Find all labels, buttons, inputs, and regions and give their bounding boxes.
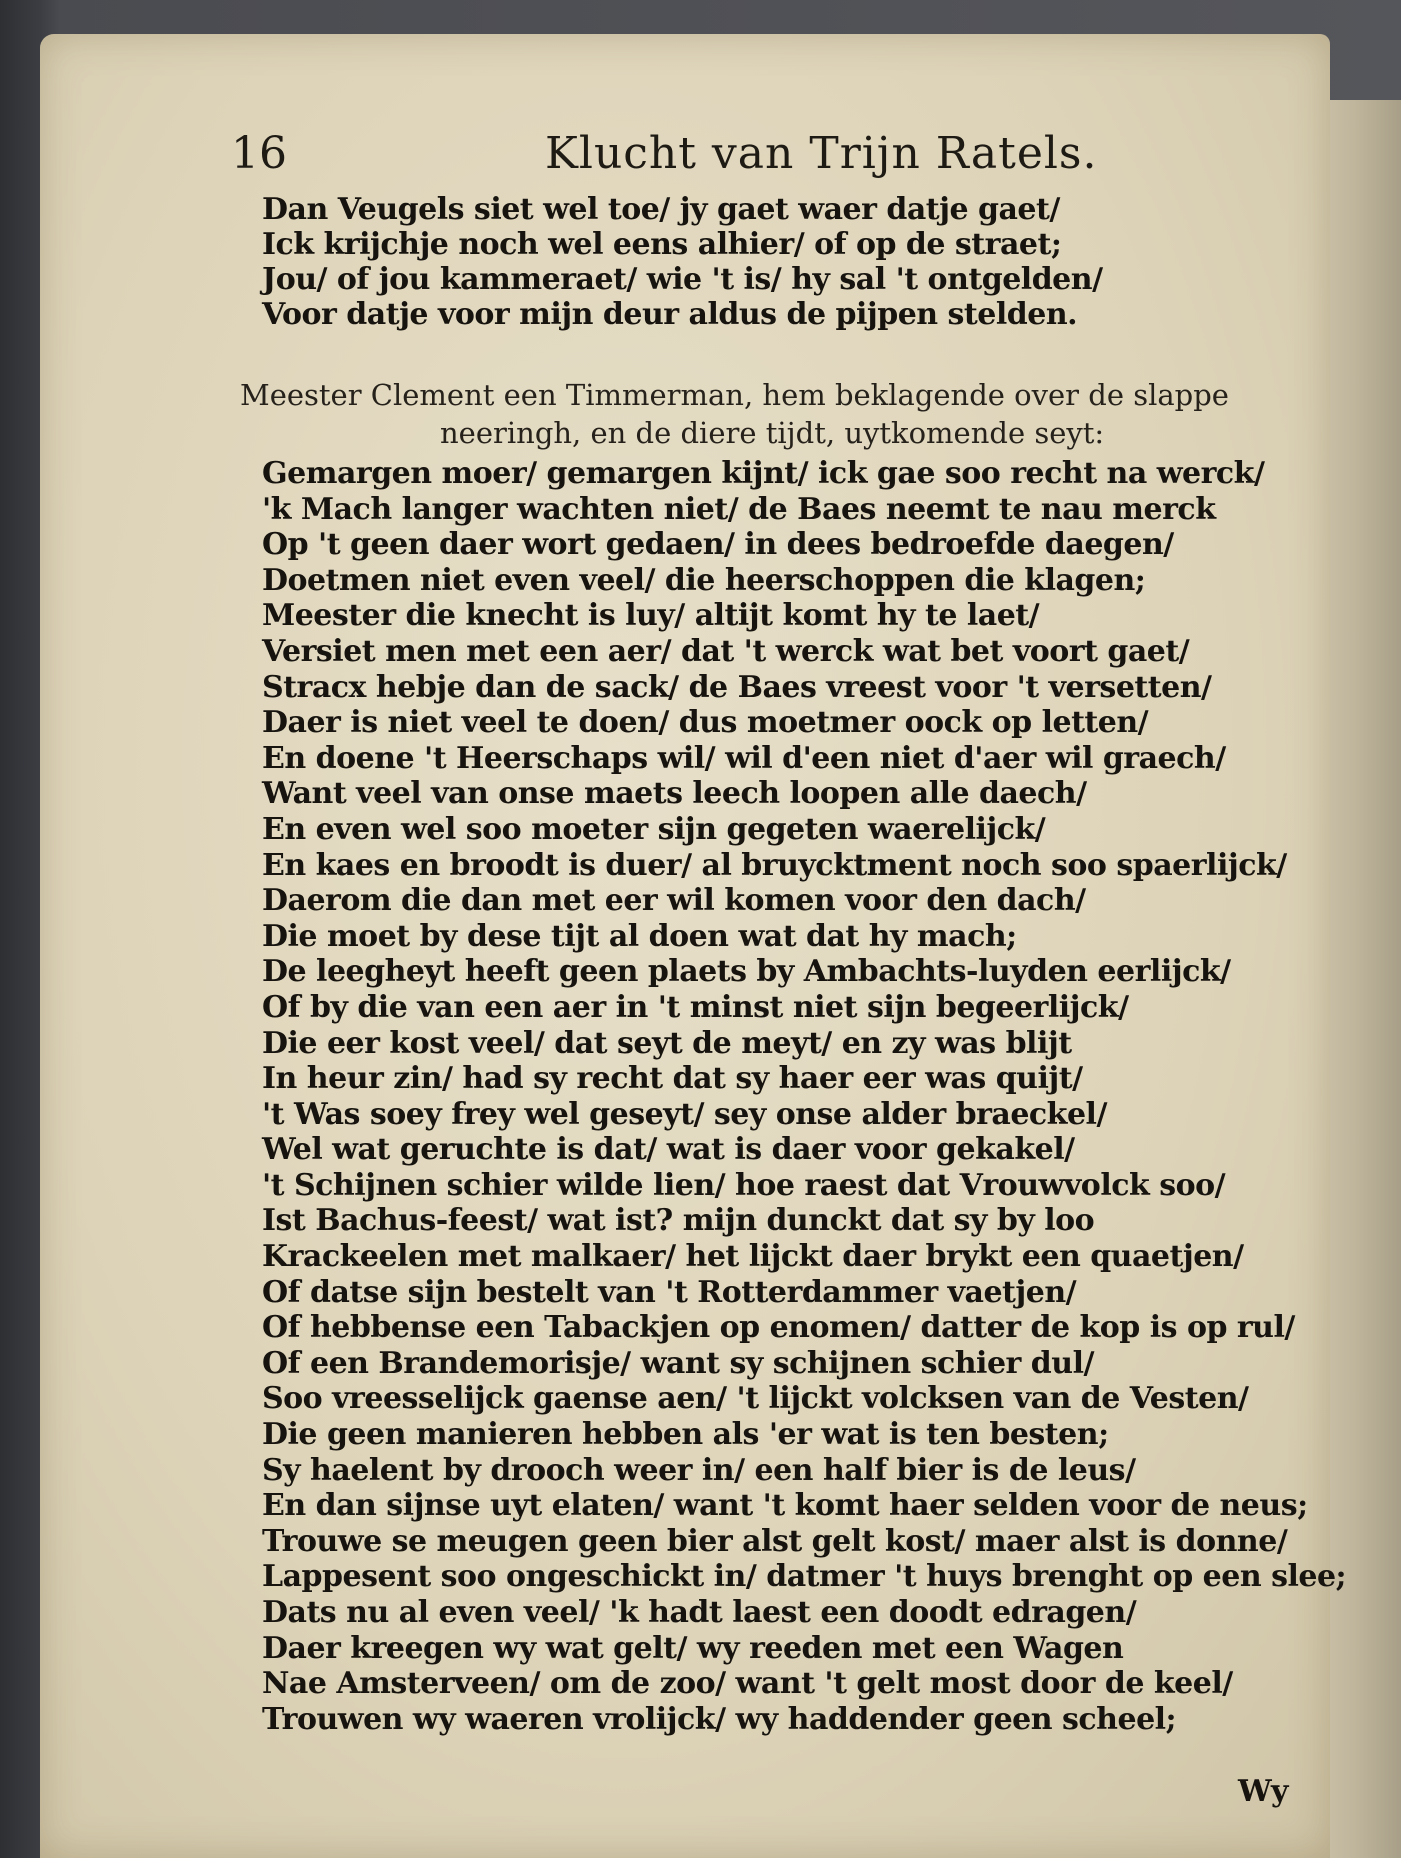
verse-line: Of een Brandemorisje/ want sy schijnen schier dul/ [262,1345,1094,1381]
verse-line: De leegheyt heeft geen plaets by Ambachts-luyden eerlijck/ [262,954,1231,990]
verse-line: Ick krijchje noch wel eens alhier/ of op de straet; [262,227,1062,262]
verse-line: 't Was soey frey wel geseyt/ sey onse alder braeckel/ [262,1096,1107,1132]
running-title: Klucht van Trijn Ratels. [545,128,1098,179]
stage-direction-line: Meester Clement een Timmerman, hem beklagende over de slappe [240,378,1229,412]
verse-line: Versiet men met een aer/ dat 't werck wat bet voort gaet/ [262,633,1190,669]
verse-line: Trouwe se meugen geen bier alst gelt kost/ maer alst is donne/ [262,1523,1288,1559]
stage-direction [240,376,1340,452]
verse-line: Sy haelent by drooch weer in/ een half bier is de leus/ [262,1452,1136,1488]
verse-line: Meester die knecht is luy/ altijt komt hy te laet/ [262,598,1040,634]
verse-line: Jou/ of jou kammeraet/ wie 't is/ hy sal 't ontgelden/ [262,262,1103,297]
verse-line: Lappesent soo ongeschickt in/ datmer 't huys brenght op een slee; [262,1559,1347,1595]
verse-line: Nae Amsterveen/ om de zoo/ want 't gelt most door de keel/ [262,1666,1233,1702]
verse-line: Daerom die dan met eer wil komen voor den dach/ [262,883,1086,919]
verse-line: Wel wat geruchte is dat/ wat is daer voor gekakel/ [262,1132,1075,1168]
verse-line: In heur zin/ had sy recht dat sy haer eer was quijt/ [262,1061,1083,1097]
verse-line: Of datse sijn bestelt van 't Rotterdammer vaetjen/ [262,1274,1077,1310]
verse-line: Daer is niet veel te doen/ dus moetmer oock op letten/ [262,705,1149,741]
verse-line: Gemargen moer/ gemargen kijnt/ ick gae soo recht na werck/ [262,456,1265,491]
verse-line: En kaes en broodt is duer/ al bruycktment noch soo spaerlijck/ [262,847,1287,883]
catchword: Wy [1238,1774,1289,1809]
verse-line: En doene 't Heerschaps wil/ wil d'een niet d'aer wil graech/ [262,740,1226,776]
verse-line: Ist Bachus-feest/ wat ist? mijn dunckt dat sy by loo [262,1203,1095,1239]
verse-line: Voor datje voor mijn deur aldus de pijpen stelden. [262,297,1078,332]
verse-line: Doetmen niet even veel/ die heerschoppen die klagen; [262,562,1146,598]
verse-line: En dan sijnse uyt elaten/ want 't komt haer selden voor de neus; [262,1488,1308,1524]
verse-line: En even wel soo moeter sijn gegeten waerelijck/ [262,811,1046,847]
verse-line: 't Schijnen schier wilde lien/ hoe raest dat Vrouwvolck soo/ [262,1167,1226,1203]
verse-line: Of hebbense een Tabackjen op enomen/ datter de kop is op rul/ [262,1310,1295,1346]
verse-line: Krackeelen met malkaer/ het lijckt daer brykt een quaetjen/ [262,1239,1244,1275]
verse-line: Die moet by dese tijt al doen wat dat hy mach; [262,918,1017,954]
page-number: 16 [231,128,287,179]
verse-block-2 [262,456,1346,1737]
verse-line: Die eer kost veel/ dat seyt de meyt/ en zy was blijt [262,1025,1072,1061]
verse-line: Daer kreegen wy wat gelt/ wy reeden met een Wagen [262,1630,1124,1666]
verse-line: Trouwen wy waeren vrolijck/ wy haddender geen scheel; [262,1701,1177,1737]
page-header [40,128,1330,188]
stage-direction-line: neeringh, en de diere tijdt, uytkomende seyt: [440,416,1105,450]
book-page [40,34,1347,1858]
verse-line: Of by die van een aer in 't minst niet sijn begeerlijck/ [262,989,1129,1025]
verse-line: Want veel van onse maets leech loopen alle daech/ [262,776,1087,812]
verse-block-1 [262,192,1103,332]
verse-line: 'k Mach langer wachten niet/ de Baes neemt te nau merck [262,491,1216,527]
verse-line: Dats nu al even veel/ 'k hadt laest een doodt edragen/ [262,1595,1137,1630]
verse-line: Soo vreesselijck gaense aen/ 't lijckt volcksen van de Vesten/ [262,1381,1249,1417]
verse-line: Op 't geen daer wort gedaen/ in dees bedroefde daegen/ [262,527,1174,563]
verse-line: Stracx hebje dan de sack/ de Baes vreest voor 't versetten/ [262,669,1212,705]
verse-line: Dan Veugels siet wel toe/ jy gaet waer datje gaet/ [262,192,1060,227]
verse-line: Die geen manieren hebben als 'er wat is ten besten; [262,1417,1109,1453]
